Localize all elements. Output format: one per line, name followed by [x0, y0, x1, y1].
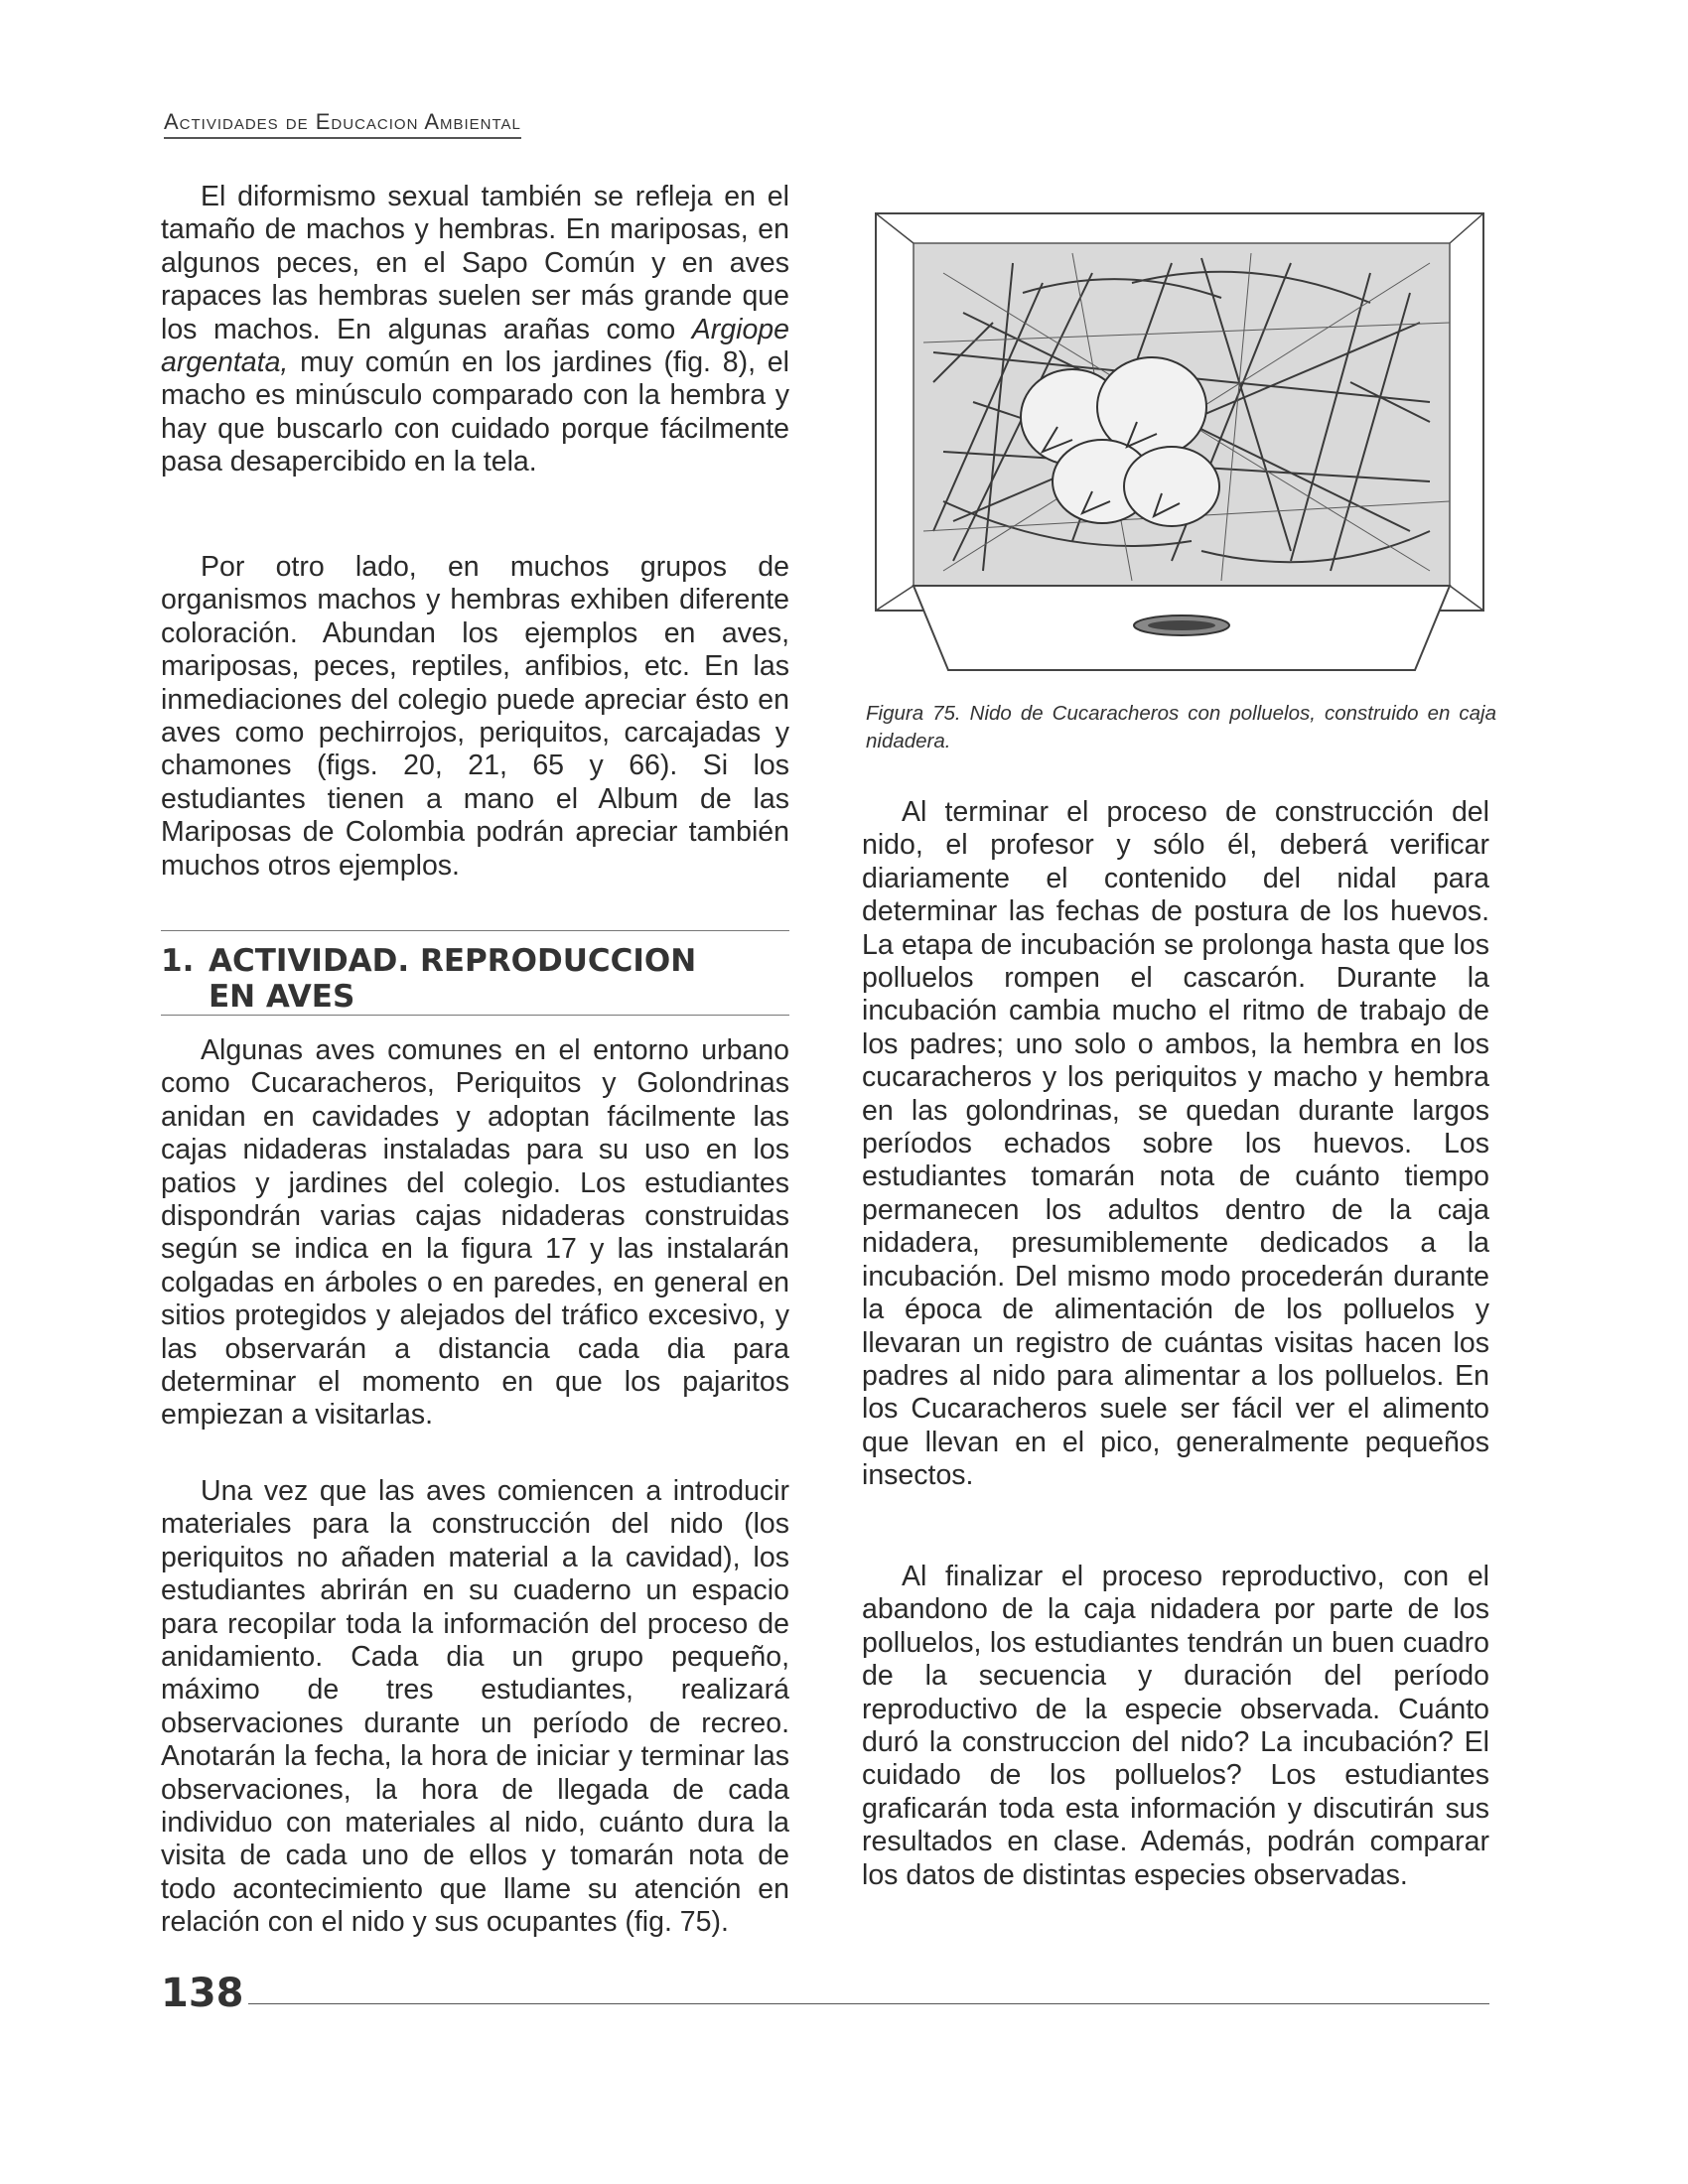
section-rule-bottom [161, 1015, 789, 1016]
paragraph-conclusion [862, 1561, 1489, 1892]
running-head: Actividades de Educacion Ambiental [164, 109, 521, 139]
paragraph-incubation [862, 796, 1489, 1493]
figure-caption: Figura 75. Nido de Cucaracheros con polluelos, construido en caja nidadera. [866, 702, 1496, 752]
paragraph-text: Algunas aves comunes en el entorno urbano como Cucaracheros, Periquitos y Golondrinas anidan en cavidades y adoptan fácilmente las cajas nidaderas instaladas para su uso en los patios y jardines del colegio. Los estudiantes dispondrán varias cajas nidaderas construidas según se indica en la figura 17 y las instalarán colgadas en árboles o en paredes, en general en sitios protegidos y alejados del tráfico excesivo, y las observarán a distancia cada dia para determinar el momento en que los pajaritos empiezan a visitarlas. [161, 1034, 789, 1432]
section-title-line1: ACTIVIDAD. REPRODUCCION [209, 943, 697, 979]
paragraph-text: El diformismo sexual también se refleja en el tamaño de machos y hembras. En mariposas, en algunos peces, en el Sapo Común y en aves rapaces las hembras suelen ser más grande que los machos. En algunas arañas como [161, 181, 789, 345]
paragraph-text: Por otro lado, en muchos grupos de organismos machos y hembras exhiben diferente coloración. Abundan los ejemplos en aves, mariposas, peces, reptiles, anfibios, etc. En las inmediaciones del colegio puede apreciar ésto en aves como pechirrojos, periquitos, carcajadas y chamones (figs. 20, 21, 65 y 66). Si los estudiantes tienen a mano el Album de las Mariposas de Colombia podrán apreciar también muchos otros ejemplos. [161, 551, 789, 882]
nest-box-illustration [874, 204, 1489, 678]
section-title-line2: EN AVES [209, 979, 355, 1015]
footer-rule [248, 2003, 1489, 2004]
section-number: 1. [161, 943, 195, 979]
page-number: 138 [161, 1971, 244, 2016]
paragraph-dimorphism-size [161, 181, 789, 479]
paragraph-observations [161, 1475, 789, 1940]
species-name: Argiope argentata, [161, 313, 789, 379]
paragraph-coloration [161, 551, 789, 883]
paragraph-text: Una vez que las aves comiencen a introducir materiales para la construcción del nido (los periquitos no añaden material a la cavidad), los estudiantes abrirán en su cuaderno un espacio para recopilar toda la información del proceso de anidamiento. Cada dia un grupo pequeño, máximo de tres estudiantes, realizará observaciones durante un período de recreo. Anotarán la fecha, la hora de iniciar y terminar las observaciones, la hora de llegada de cada individuo con materiales al nido, cuánto dura la visita de cada uno de ellos y tomarán nota de todo acontecimiento que llame su atención en relación con el nido y sus ocupantes (fig. 75). [161, 1475, 789, 1939]
paragraph-nest-boxes [161, 1034, 789, 1433]
paragraph-text-continued: muy común en los jardines (fig. 8), el macho es minúsculo comparado con la hembra y hay que buscarlo con cuidado porque fácilmente pasa desapercibido en la tela. [161, 346, 789, 478]
section-heading [161, 943, 789, 1015]
section-rule-top [161, 930, 789, 931]
paragraph-text: Al finalizar el proceso reproductivo, con el abandono de la caja nidadera por parte de los polluelos, los estudiantes tendrán un buen cuadro de la secuencia y duración del período reproductivo de la especie observada. Cuánto duró la construccion del nido? La incubación? El cuidado de los polluelos? Los estudiantes graficarán toda esta información y discutirán sus resultados en clase. Además, podrán comparar los datos de distintas especies observadas. [862, 1561, 1489, 1891]
paragraph-text: Al terminar el proceso de construcción del nido, el profesor y sólo él, deberá verificar diariamente el contenido del nidal para determinar las fechas de postura de los huevos. La etapa de incubación se prolonga hasta que los polluelos rompen el cascarón. Durante la incubación cambia mucho el ritmo de trabajo de los padres; uno solo o ambos, la hembra en los cucaracheros y los periquitos y macho y hembra en las golondrinas, se quedan durante largos períodos echados sobre los huevos. Los estudiantes tomarán nota de cuánto tiempo permanecen los adultos dentro de la caja nidadera, presumiblemente dedicados a la incubación. Del mismo modo procederán durante la época de alimentación de los polluelos y llevaran un registro de cuántas visitas hacen los padres al nido para alimentar a los polluelos. En los Cucaracheros suele ser fácil ver el alimento que llevan en el pico, generalmente pequeños insectos. [862, 796, 1489, 1492]
